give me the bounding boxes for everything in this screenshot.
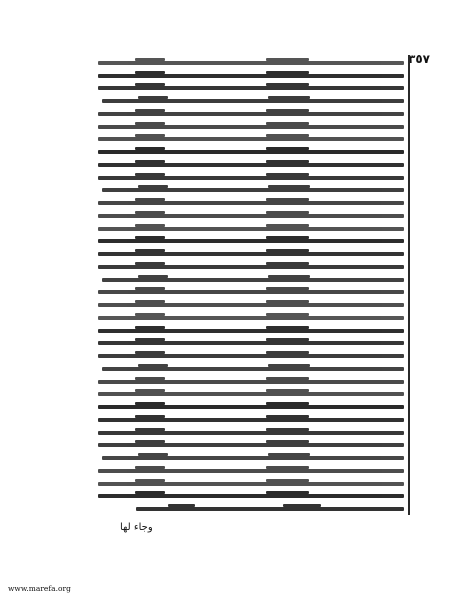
- text-line: [98, 239, 404, 243]
- text-line: [98, 227, 404, 231]
- text-line: [98, 137, 404, 141]
- text-line: [98, 392, 404, 396]
- text-line: [98, 329, 404, 333]
- text-line: [98, 61, 404, 65]
- text-line: [136, 507, 404, 511]
- text-line: [98, 125, 404, 129]
- text-line: [102, 278, 404, 282]
- text-line: [98, 74, 404, 78]
- text-line: [98, 290, 404, 294]
- text-lines: [96, 55, 408, 515]
- text-line: [98, 265, 404, 269]
- text-line: [98, 252, 404, 256]
- source-url: www.marefa.org: [8, 584, 71, 593]
- text-line: [98, 163, 404, 167]
- text-line: [98, 469, 404, 473]
- text-line: [98, 380, 404, 384]
- text-line: [98, 303, 404, 307]
- text-line: [98, 341, 404, 345]
- text-line: [102, 367, 404, 371]
- text-line: [98, 443, 404, 447]
- text-line: [98, 354, 404, 358]
- text-line: [98, 494, 404, 498]
- text-line: [98, 482, 404, 486]
- text-line: [98, 418, 404, 422]
- text-line: [98, 201, 404, 205]
- text-line: [98, 316, 404, 320]
- text-line: [98, 112, 404, 116]
- text-line: [98, 150, 404, 154]
- text-line: [102, 99, 404, 103]
- text-line: [98, 214, 404, 218]
- page-number: ٣٥٧: [408, 52, 430, 66]
- text-line: [98, 176, 404, 180]
- text-line: [102, 188, 404, 192]
- manuscript-text-block: [96, 55, 410, 515]
- text-line: [98, 86, 404, 90]
- text-line: [98, 431, 404, 435]
- text-line: [98, 405, 404, 409]
- text-line: [102, 456, 404, 460]
- catchword: وجاء لها: [120, 522, 153, 533]
